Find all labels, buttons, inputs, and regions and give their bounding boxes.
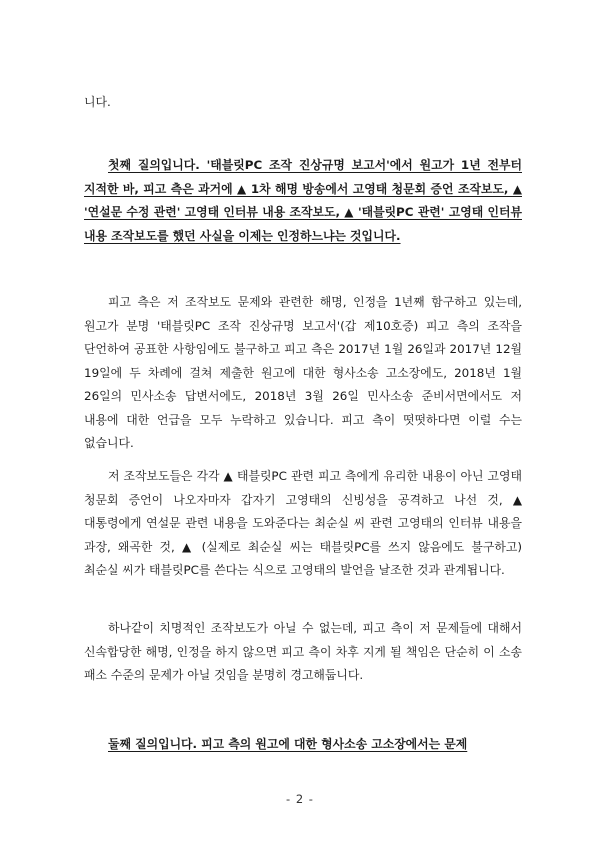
continuation-text: 니다. (84, 95, 111, 109)
page-number: - 2 - (286, 792, 314, 806)
first-question-paragraph: 첫째 질의입니다. '태블릿PC 조작 진상규명 보고서'에서 원고가 1년 전부터 지적한 바, 피고 측은 과거에 ▲ 1차 해명 방송에서 고영태 청문회 증언 조작보도, ▲ '연설문 수정 관련' 고영태 인터뷰 내용 조작보도, ▲ '태블릿PC 관련' 고영태 인터뷰 내용 조작보도를 했던 사실을 이제는 인정하느냐는 것입니다. (84, 158, 522, 243)
body-paragraph: 하나같이 치명적인 조작보도가 아닐 수 없는데, 피고 측이 저 문제들에 대해서 신속합당한 해명, 인정을 하지 않으면 피고 측이 차후 지게 될 책임은 단순히 이 소송 패소 수준의 문제가 아닐 것임을 분명히 경고해둡니다. (84, 621, 522, 682)
second-question-paragraph: 둘째 질의입니다. 피고 측의 원고에 대한 형사소송 고소장에서는 문제 (108, 737, 468, 751)
body-paragraph: 저 조작보도들은 각각 ▲ 태블릿PC 관련 피고 측에게 유리한 내용이 아닌 고영태 청문회 증언이 나오자마자 갑자기 고영태의 신빙성을 공격하고 나선 것, ▲ 대통령에게 연설문 관련 내용을 도와준다는 최순실 씨 관련 고영태의 인터뷰 내용을 과장, 왜곡한 것, ▲ (실제로 최순실 씨는 태블릿PC를 쓰지 않음에도 불구하고) 최순실 씨가 태블릿PC를 쓴다는 식으로 고영태의 발언을 날조한 것과 관계됩니다. (84, 469, 522, 577)
body-paragraph: 피고 측은 저 조작보도 문제와 관련한 해명, 인정을 1년째 함구하고 있는데, 원고가 분명 '태블릿PC 조작 진상규명 보고서'(갑 제10호증) 피고 측의 조작을 단언하여 공표한 사항임에도 불구하고 피고 측은 2017년 1월 26일과 2017년 12월 19일에 두 차례에 걸쳐 제출한 원고에 대한 형사소송 고소장에도, 2018년 1월 26일의 민사소송 답변서에도, 2018년 3월 26일 민사소송 준비서면에서도 저 내용에 대한 언급을 모두 누락하고 있습니다. 피고 측이 떳떳하다면 이럴 수는 없습니다. (84, 295, 522, 450)
